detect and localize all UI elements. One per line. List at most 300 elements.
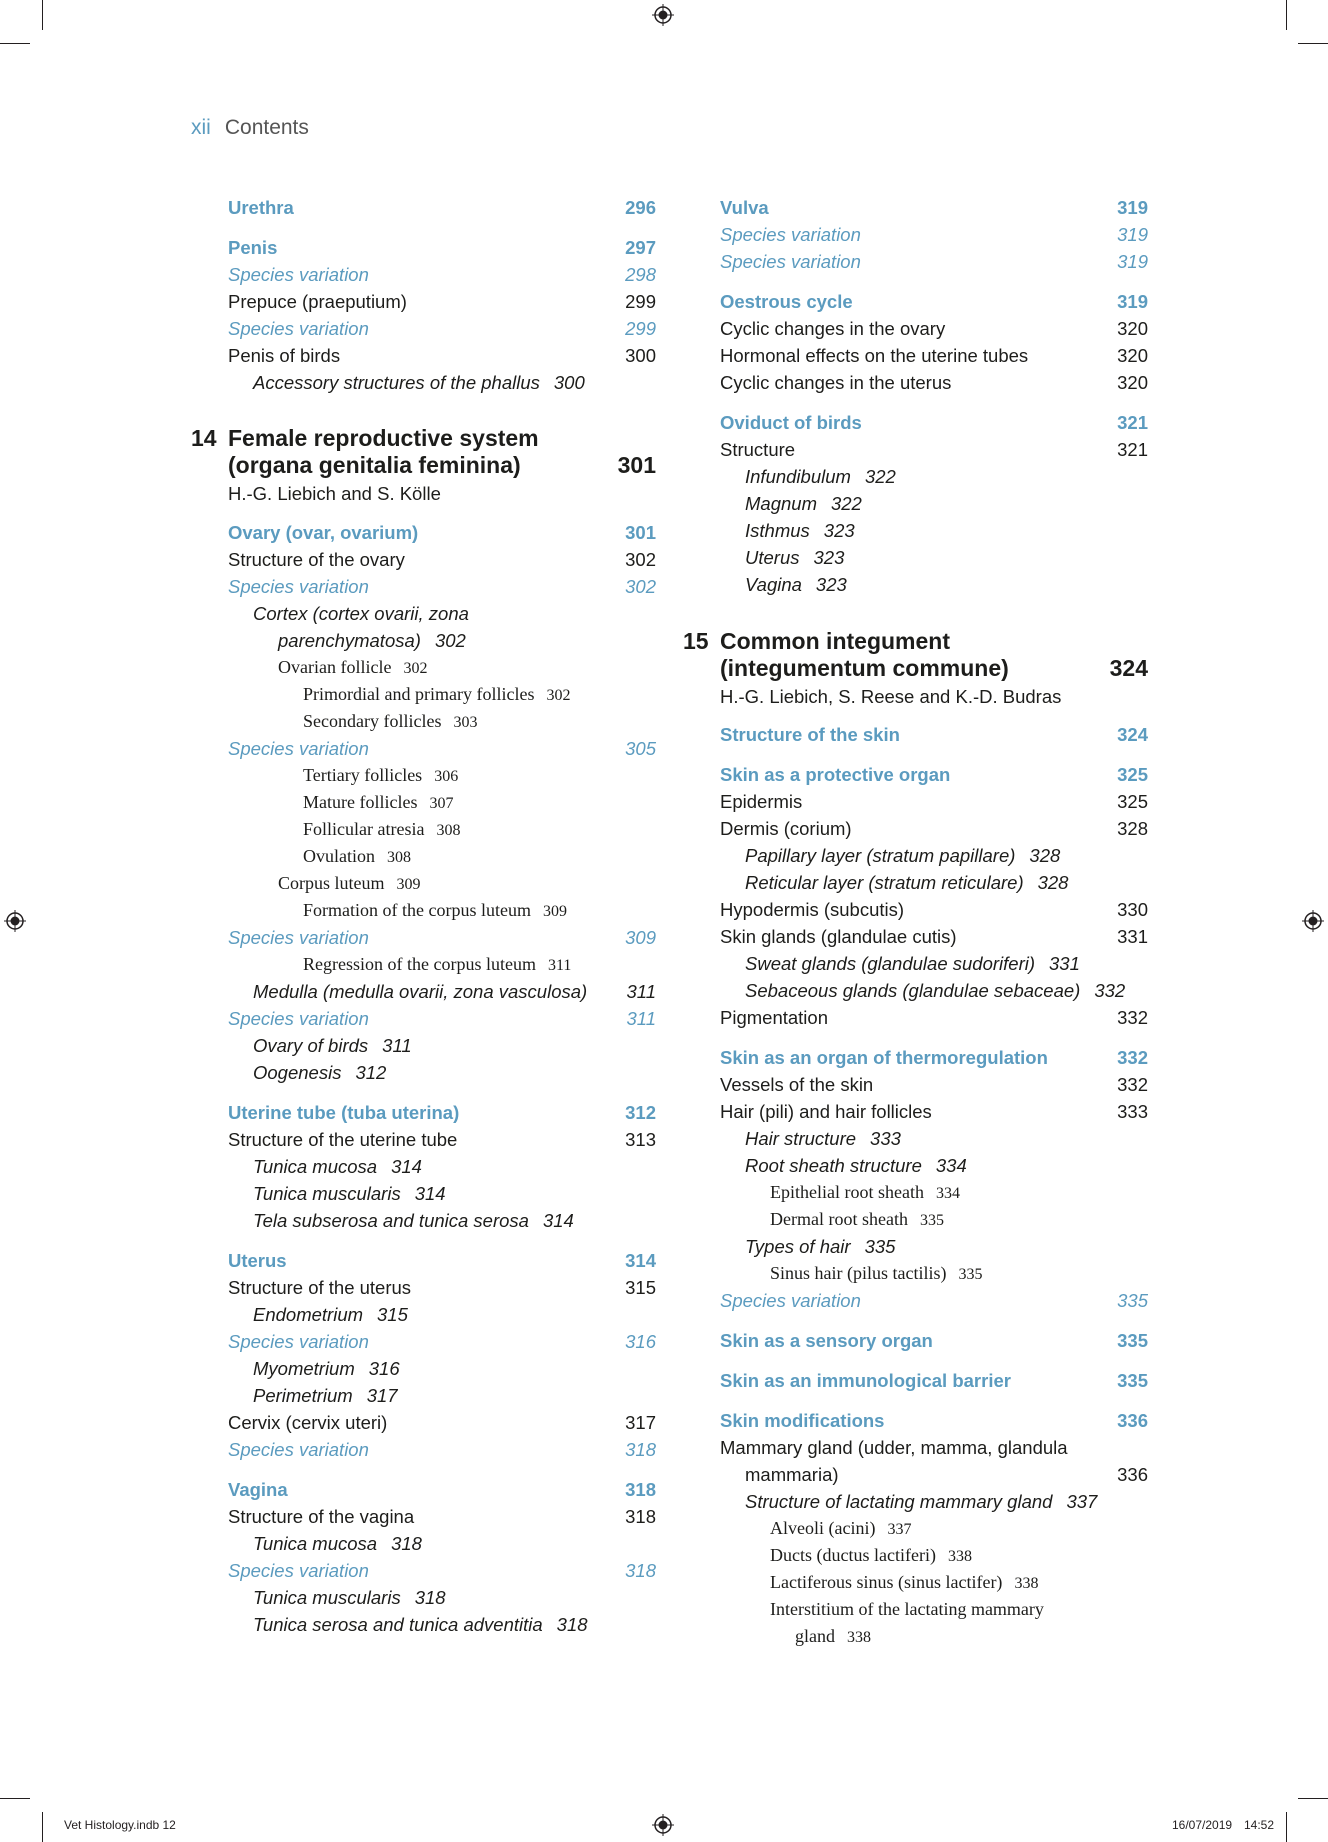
toc-entry-title: Tunica muscularis (253, 1183, 401, 1204)
toc-entry-page: 321 (1117, 412, 1148, 433)
toc-entry (303, 711, 477, 735)
toc-entry-title: Tunica muscularis (253, 1587, 401, 1608)
toc-entry-title: Urethra (228, 197, 294, 218)
toc-entry (228, 1506, 656, 1530)
footer-time: 14:52 (1244, 1818, 1275, 1832)
toc-entry (228, 264, 656, 288)
toc-entry-title: Papillary layer (stratum papillare) (745, 845, 1016, 866)
toc-entry (278, 630, 466, 654)
registration-mark-icon (1302, 910, 1324, 932)
toc-entry-title: Cyclic changes in the ovary (720, 318, 946, 339)
toc-entry (720, 439, 1148, 463)
toc-entry (253, 1358, 400, 1382)
toc-entry (745, 1491, 1097, 1515)
toc-entry (720, 197, 1148, 221)
toc-entry-page: 302 (403, 660, 428, 677)
toc-entry-title: parenchymatosa) (278, 630, 421, 651)
toc-entry-page: 302 (625, 549, 656, 570)
toc-entry (228, 1439, 656, 1463)
toc-entry (745, 872, 1068, 896)
toc-entry (770, 1572, 1038, 1596)
chapter-page: 324 (1109, 655, 1148, 681)
toc-entry-title: Species variation (720, 1290, 861, 1311)
toc-entry (253, 1304, 408, 1328)
footer-file: Vet Histology.indb 12 (64, 1818, 176, 1832)
toc-entry-title: Hair structure (745, 1128, 857, 1149)
toc-entry-title: Isthmus (745, 520, 810, 541)
toc-entry-title: Structure of lactating mammary gland (745, 1491, 1053, 1512)
toc-entry-page: 318 (625, 1506, 656, 1527)
toc-entry-page: 320 (1117, 318, 1148, 339)
toc-entry (228, 1102, 656, 1126)
toc-entry-title: Species variation (228, 264, 369, 285)
chapter-number: 14 (191, 425, 217, 451)
toc-entry-page: 311 (382, 1035, 412, 1056)
toc-entry-page: 322 (864, 466, 896, 487)
toc-entry-title: Mature follicles (303, 792, 418, 812)
toc-entry-title: mammaria) (745, 1464, 839, 1485)
toc-entry (303, 819, 460, 843)
toc-entry-page: 299 (625, 318, 656, 339)
toc-entry (303, 765, 458, 789)
toc-entry-page: 318 (625, 1479, 656, 1500)
toc-entry (720, 1007, 1148, 1031)
toc-entry-title: Cortex (cortex ovarii, zona (253, 603, 469, 624)
toc-entry-title: Alveoli (acini) (770, 1518, 876, 1538)
toc-entry-title: Skin modifications (720, 1410, 885, 1431)
chapter-authors: H.-G. Liebich, S. Reese and K.-D. Budras (720, 686, 1062, 707)
toc-entry (303, 846, 411, 870)
toc-entry (253, 372, 585, 396)
toc-entry-title: Species variation (228, 1439, 369, 1460)
toc-entry-page: 328 (1117, 818, 1148, 839)
toc-entry-page: 325 (1117, 791, 1148, 812)
toc-entry (228, 291, 656, 315)
toc-entry-title: Secondary follicles (303, 711, 442, 731)
toc-entry (228, 1479, 656, 1503)
toc-entry-page: 296 (625, 197, 656, 218)
toc-entry-page: 313 (625, 1129, 656, 1150)
toc-entry-page: 332 (1094, 980, 1126, 1001)
toc-entry-title: Skin as an organ of thermoregulation (720, 1047, 1048, 1068)
toc-entry (253, 1062, 386, 1086)
toc-entry-title: Cervix (cervix uteri) (228, 1412, 388, 1433)
toc-entry-title: Tunica mucosa (253, 1533, 378, 1554)
toc-entry-page: 311 (547, 957, 572, 974)
registration-mark-icon (652, 1814, 674, 1836)
toc-entry (228, 345, 656, 369)
toc-entry (303, 900, 567, 924)
toc-entry-page: 318 (414, 1587, 446, 1608)
toc-entry (720, 224, 1148, 248)
toc-entry-page: 298 (625, 264, 656, 285)
toc-entry-page: 332 (1117, 1007, 1148, 1028)
toc-entry (228, 927, 656, 951)
toc-entry-title: Species variation (228, 1331, 369, 1352)
toc-entry (720, 764, 1148, 788)
toc-entry-page: 333 (1117, 1101, 1148, 1122)
toc-entry-title: Structure of the ovary (228, 549, 405, 570)
toc-entry-title: Cyclic changes in the uterus (720, 372, 952, 393)
toc-entry-title: Vagina (228, 1479, 288, 1500)
toc-entry-title: Ovulation (303, 846, 375, 866)
crop-mark (1286, 0, 1287, 30)
toc-entry-page: 336 (1117, 1464, 1148, 1485)
toc-entry (228, 603, 656, 627)
toc-entry-title: Hypodermis (subcutis) (720, 899, 905, 920)
toc-entry-title: Species variation (228, 576, 369, 597)
toc-entry-page: 328 (1029, 845, 1061, 866)
toc-entry-page: 331 (1117, 926, 1148, 947)
toc-entry-page: 325 (1117, 764, 1148, 785)
toc-entry-title: Species variation (228, 1560, 369, 1581)
toc-entry-page: 332 (1117, 1074, 1148, 1095)
toc-entry-title: Uterine tube (tuba uterina) (228, 1102, 460, 1123)
toc-entry-title: Oogenesis (253, 1062, 342, 1083)
registration-mark-icon (4, 910, 26, 932)
toc-entry (303, 684, 570, 708)
toc-entry-page: 307 (429, 795, 454, 812)
toc-entry-title: Magnum (745, 493, 817, 514)
toc-entry-title: Mammary gland (udder, mamma, glandula (720, 1437, 1068, 1458)
toc-entry (720, 1101, 1148, 1125)
toc-entry (253, 1183, 446, 1207)
toc-entry-page: 335 (1117, 1290, 1148, 1311)
toc-entry-title: Lactiferous sinus (sinus lactifer) (770, 1572, 1003, 1592)
toc-entry-page: 336 (1117, 1410, 1148, 1431)
toc-entry-title: Reticular layer (stratum reticulare) (745, 872, 1024, 893)
toc-entry-page: 314 (542, 1210, 574, 1231)
toc-entry-page: 320 (1117, 372, 1148, 393)
toc-entry-page: 308 (387, 849, 411, 866)
toc-entry (720, 724, 1148, 748)
toc-entry-page: 309 (542, 903, 567, 920)
toc-entry (228, 237, 656, 261)
toc-entry (795, 1626, 871, 1650)
toc-entry-title: Dermal root sheath (770, 1209, 908, 1229)
toc-entry (770, 1263, 982, 1287)
toc-entry-page: 318 (625, 1439, 656, 1460)
crop-mark (42, 1812, 43, 1842)
toc-entry (720, 1370, 1148, 1394)
toc-entry-page: 314 (414, 1183, 446, 1204)
toc-entry-page: 338 (947, 1548, 972, 1565)
toc-entry-page: 335 (864, 1236, 896, 1257)
toc-entry-title: Structure of the uterus (228, 1277, 412, 1298)
toc-entry-page: 330 (1117, 899, 1148, 920)
toc-entry-title: Species variation (228, 738, 369, 759)
toc-entry-page: 318 (391, 1533, 422, 1554)
toc-entry-title: Tunica serosa and tunica adventitia (253, 1614, 543, 1635)
toc-entry-page: 297 (625, 237, 656, 258)
toc-entry (228, 1331, 656, 1355)
toc-entry-page: 311 (626, 1008, 656, 1029)
toc-entry-page: 301 (625, 522, 656, 543)
toc-entry (720, 1599, 1148, 1623)
toc-entry-title: Species variation (720, 224, 861, 245)
toc-entry (720, 1464, 1148, 1488)
toc-entry (228, 318, 656, 342)
toc-entry-page: 302 (625, 576, 656, 597)
toc-entry-page: 303 (453, 714, 478, 731)
crop-mark (1298, 43, 1328, 44)
toc-entry-title: Tertiary follicles (303, 765, 423, 785)
crop-mark (42, 0, 43, 30)
toc-entry-title: Sweat glands (glandulae sudoriferi) (745, 953, 1036, 974)
toc-entry-title: Medulla (medulla ovarii, zona vasculosa) (253, 981, 588, 1002)
toc-entry-page: 312 (355, 1062, 387, 1083)
toc-entry (303, 792, 453, 816)
toc-entry-page: 300 (625, 345, 656, 366)
toc-entry (720, 251, 1148, 275)
toc-entry (278, 657, 427, 681)
toc-entry-title: Types of hair (745, 1236, 851, 1257)
toc-entry-title: Skin as a protective organ (720, 764, 951, 785)
toc-entry-title: Sinus hair (pilus tactilis) (770, 1263, 947, 1283)
toc-entry-title: Epidermis (720, 791, 803, 812)
toc-entry-page: 322 (830, 493, 862, 514)
toc-entry (228, 576, 656, 600)
toc-entry (745, 520, 855, 544)
toc-entry-page: 311 (626, 981, 656, 1002)
toc-entry (770, 1545, 972, 1569)
toc-entry (745, 1236, 895, 1260)
toc-entry-title: Penis of birds (228, 345, 341, 366)
toc-entry-title: Epithelial root sheath (770, 1182, 924, 1202)
toc-entry-title: Structure of the uterine tube (228, 1129, 458, 1150)
toc-entry (228, 1129, 656, 1153)
toc-entry-page: 337 (1066, 1491, 1098, 1512)
toc-entry-page: 328 (1037, 872, 1069, 893)
toc-entry (253, 1210, 574, 1234)
toc-entry-page: 315 (377, 1304, 408, 1325)
toc-entry-page: 332 (1117, 1047, 1148, 1068)
chapter-title-line2: (integumentum commune) (720, 655, 1009, 681)
toc-entry-title: Infundibulum (745, 466, 851, 487)
toc-entry (745, 953, 1080, 977)
toc-entry-title: Formation of the corpus luteum (303, 900, 531, 920)
toc-entry-page: 319 (1117, 251, 1148, 272)
toc-entry-page: 317 (366, 1385, 398, 1406)
toc-entry-page: 312 (625, 1102, 656, 1123)
toc-entry (720, 318, 1148, 342)
toc-entry-title: Myometrium (253, 1358, 355, 1379)
toc-entry (720, 899, 1148, 923)
toc-entry-page: 334 (935, 1185, 960, 1202)
running-title: Contents (224, 116, 309, 139)
chapter-authors: H.-G. Liebich and S. Kölle (228, 483, 441, 504)
toc-entry-title: Hormonal effects on the uterine tubes (720, 345, 1029, 366)
toc-entry-page: 333 (870, 1128, 901, 1149)
toc-entry-title: Ovarian follicle (278, 657, 392, 677)
toc-entry (228, 1412, 656, 1436)
toc-entry-title: Sebaceous glands (glandulae sebaceae) (745, 980, 1081, 1001)
toc-entry-page: 308 (436, 822, 461, 839)
toc-entry-page: 321 (1117, 439, 1148, 460)
toc-entry (720, 345, 1148, 369)
toc-entry-title: Prepuce (praeputium) (228, 291, 407, 312)
toc-entry-title: Hair (pili) and hair follicles (720, 1101, 932, 1122)
toc-entry (253, 1614, 588, 1638)
toc-entry-title: Tunica mucosa (253, 1156, 378, 1177)
toc-entry-title: Ovary (ovar, ovarium) (228, 522, 419, 543)
toc-entry (745, 547, 844, 571)
toc-entry (253, 1385, 398, 1409)
toc-entry (720, 1047, 1148, 1071)
toc-entry-page: 309 (625, 927, 656, 948)
toc-entry-page: 319 (1117, 197, 1148, 218)
toc-entry-title: Species variation (228, 318, 369, 339)
toc-entry-page: 316 (368, 1358, 400, 1379)
toc-entry-page: 323 (823, 520, 855, 541)
toc-entry (745, 1155, 967, 1179)
toc-entry (253, 1533, 422, 1557)
toc-entry-title: Penis (228, 237, 278, 258)
toc-entry-title: Structure of the vagina (228, 1506, 415, 1527)
toc-column-right (720, 0, 1148, 1700)
toc-entry-page: 309 (396, 876, 421, 893)
toc-entry (228, 1250, 656, 1274)
toc-entry (745, 493, 862, 517)
toc-entry-page: 338 (1014, 1575, 1039, 1592)
toc-entry-page: 319 (1117, 224, 1148, 245)
toc-entry-title: Species variation (228, 927, 369, 948)
toc-entry-title: Root sheath structure (745, 1155, 922, 1176)
toc-entry-page: 331 (1049, 953, 1080, 974)
toc-entry-title: Species variation (228, 1008, 369, 1029)
toc-entry-title: Species variation (720, 251, 861, 272)
toc-entry-page: 300 (553, 372, 585, 393)
toc-entry (720, 412, 1148, 436)
toc-entry (720, 926, 1148, 950)
toc-entry-page: 317 (625, 1412, 656, 1433)
toc-entry (253, 1156, 422, 1180)
toc-entry-title: Oestrous cycle (720, 291, 853, 312)
toc-entry-page: 318 (556, 1614, 588, 1635)
toc-entry-title: Uterus (228, 1250, 287, 1271)
footer-date: 16/07/2019 (1172, 1818, 1233, 1832)
toc-entry-page: 315 (625, 1277, 656, 1298)
page-number: xii (191, 116, 211, 139)
toc-entry (720, 1074, 1148, 1098)
toc-entry (770, 1518, 911, 1542)
toc-entry-page: 305 (625, 738, 656, 759)
toc-entry-title: Skin glands (glandulae cutis) (720, 926, 957, 947)
crop-mark (1298, 1798, 1328, 1799)
toc-entry-title: Pigmentation (720, 1007, 828, 1028)
chapter-number: 15 (683, 628, 709, 654)
toc-entry-page: 306 (434, 768, 459, 785)
toc-entry-page: 302 (546, 687, 571, 704)
toc-entry (720, 1437, 1148, 1461)
toc-entry (720, 791, 1148, 815)
toc-entry (720, 1410, 1148, 1434)
toc-entry (228, 1008, 656, 1032)
toc-entry (228, 1560, 656, 1584)
toc-entry-page: 319 (1117, 291, 1148, 312)
toc-entry-title: Uterus (745, 547, 800, 568)
toc-column-left (228, 0, 656, 1700)
toc-entry-page: 335 (919, 1212, 944, 1229)
toc-entry-page: 302 (434, 630, 466, 651)
toc-entry-title: Vagina (745, 574, 802, 595)
toc-entry-page: 323 (815, 574, 847, 595)
toc-entry-title: Tela subserosa and tunica serosa (253, 1210, 529, 1231)
toc-entry-page: 334 (935, 1155, 967, 1176)
toc-entry (228, 738, 656, 762)
toc-entry-page: 335 (958, 1266, 983, 1283)
toc-entry-title: Oviduct of birds (720, 412, 862, 433)
toc-entry (745, 574, 847, 598)
toc-entry (253, 1035, 412, 1059)
toc-entry-title: Ducts (ductus lactiferi) (770, 1545, 936, 1565)
toc-entry-page: 335 (1117, 1330, 1148, 1351)
toc-entry-title: Interstitium of the lactating mammary (770, 1599, 1044, 1619)
toc-entry-title: Ovary of birds (253, 1035, 369, 1056)
toc-entry (745, 1128, 901, 1152)
toc-entry (720, 818, 1148, 842)
toc-entry (770, 1182, 960, 1206)
toc-entry (720, 372, 1148, 396)
toc-entry-title: Primordial and primary follicles (303, 684, 535, 704)
toc-entry (228, 1277, 656, 1301)
chapter-title-line1: Common integument (720, 628, 950, 654)
toc-entry-title: Perimetrium (253, 1385, 353, 1406)
toc-entry (720, 1330, 1148, 1354)
toc-entry (745, 845, 1060, 869)
toc-entry-page: 320 (1117, 345, 1148, 366)
toc-entry-page: 318 (625, 1560, 656, 1581)
toc-entry-title: Regression of the corpus luteum (303, 954, 536, 974)
toc-entry-title: Structure (720, 439, 796, 460)
toc-entry (228, 549, 656, 573)
toc-entry-title: Skin as a sensory organ (720, 1330, 933, 1351)
toc-entry-page: 314 (391, 1156, 422, 1177)
toc-entry (745, 980, 1125, 1004)
toc-entry-title: Vessels of the skin (720, 1074, 874, 1095)
toc-entry-title: Endometrium (253, 1304, 364, 1325)
toc-entry-page: 324 (1117, 724, 1148, 745)
chapter-title-line1: Female reproductive system (228, 425, 539, 451)
crop-mark (0, 1798, 30, 1799)
toc-entry-page: 316 (625, 1331, 656, 1352)
toc-entry-title: Corpus luteum (278, 873, 385, 893)
toc-entry (745, 466, 896, 490)
toc-entry-title: Follicular atresia (303, 819, 425, 839)
toc-entry-title: Dermis (corium) (720, 818, 852, 839)
toc-entry (278, 873, 421, 897)
toc-entry-title: Accessory structures of the phallus (253, 372, 540, 393)
chapter-title-line2: (organa genitalia feminina) (228, 452, 521, 478)
toc-entry-page: 314 (625, 1250, 656, 1271)
toc-entry-page: 335 (1117, 1370, 1148, 1391)
crop-mark (1286, 1812, 1287, 1842)
toc-entry (770, 1209, 944, 1233)
toc-entry-title: gland (795, 1626, 835, 1646)
chapter-page: 301 (617, 452, 656, 478)
toc-entry (303, 954, 571, 978)
toc-entry (228, 197, 656, 221)
toc-entry (720, 1290, 1148, 1314)
toc-entry-page: 337 (887, 1521, 912, 1538)
crop-mark (0, 43, 30, 44)
toc-entry-title: Vulva (720, 197, 769, 218)
toc-entry-title: Skin as an immunological barrier (720, 1370, 1011, 1391)
toc-entry (228, 522, 656, 546)
toc-entry (720, 291, 1148, 315)
toc-entry (228, 981, 656, 1005)
toc-entry-page: 299 (625, 291, 656, 312)
